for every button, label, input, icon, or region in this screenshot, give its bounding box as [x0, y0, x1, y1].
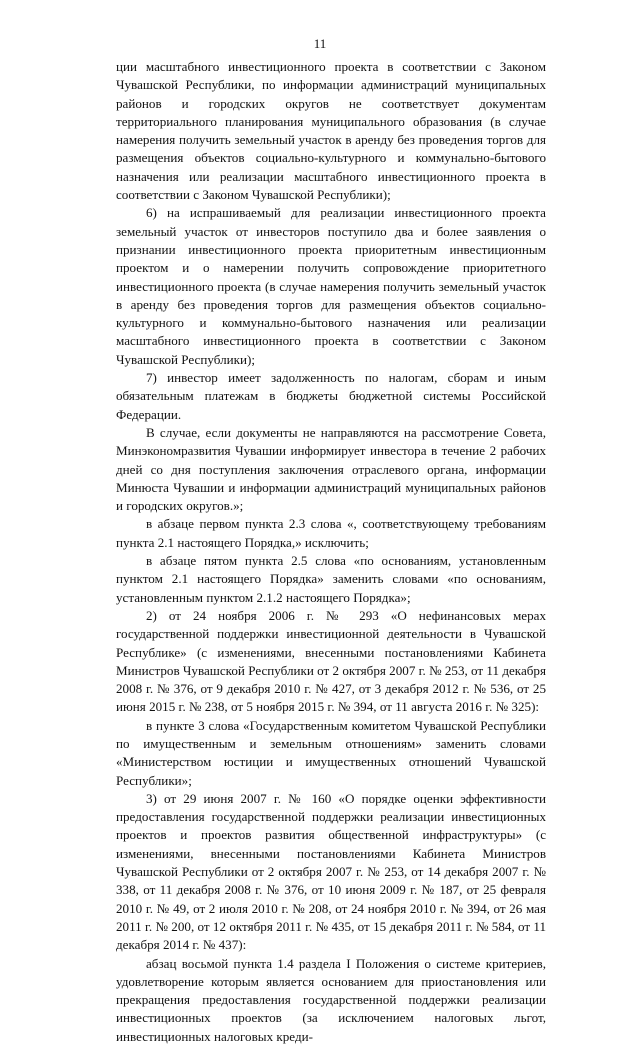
paragraph: 3) от 29 июня 2007 г. № 160 «О порядке оценки эффективности предоставления государственной поддержки реализации инвестиционных проектов и проектов развития общественной инфраструктуры» (с изменениями, внесенными постановлениями Кабинета Министров Чувашской Республики от 2 октября 2007 г. № 253, от 14 декабря 2007 г. № 338, от 11 декабря 2008 г. № 376, от 10 июня 2009 г. № 187, от 25 февраля 2010 г. № 49, от 2 июля 2010 г. № 208, от 24 ноября 2010 г. № 394, от 26 мая 2011 г. № 200, от 12 октября 2011 г. № 435, от 15 декабря 2011 г. № 584, от 11 декабря 2014 г. № 437): [116, 790, 546, 953]
paragraph: в абзаце первом пункта 2.3 слова «, соответствующему требованиям пункта 2.1 настоящего Порядка,» исключить; [116, 516, 546, 550]
paragraph: 6) на испрашиваемый для реализации инвестиционного проекта земельный участок от инвесторов поступило два и более заявления о признании инвестиционного проекта приоритетным инвестиционным проектом и о намерении получить сопровождение приоритетного инвестиционного проекта (в случае намерения получить земельный участок в аренду без проведения торгов для размещения объектов социально-культурного и коммунально-бытового назначения или реализации масштабного инвестиционного проекта в соответствии с Законом Чувашской Республики); [116, 205, 546, 367]
paragraph: В случае, если документы не направляются на рассмотрение Совета, Минэкономразвития Чувашии информирует инвестора в течение 2 рабочих дней со дня поступления заключения отраслевого органа, информации Минюста Чувашии и информации администраций муниципальных районов и городских округов.»; [116, 424, 546, 514]
paragraph: 7) инвестор имеет задолженность по налогам, сборам и иным обязательным платежам в бюджеты бюджетной системы Российской Федерации. [116, 370, 546, 422]
page-number: 11 [313, 36, 327, 51]
paragraph: в пункте 3 слова «Государственным комитетом Чувашской Республики по имущественным и земельным отношениям» заменить словами «Министерством юстиции и имущественных отношений Чувашской Республики»; [116, 717, 546, 788]
paragraph: абзац восьмой пункта 1.4 раздела I Положения о системе критериев, удовлетворение которым является основанием для приостановления или прекращения предоставления государственной поддержки реализации инвестиционных проектов (за исключением налоговых льгот, инвестиционных налоговых креди- [116, 955, 546, 1044]
paragraph: 2) от 24 ноября 2006 г. № 293 «О нефинансовых мерах государственной поддержки инвестиционной деятельности в Чувашской Республике» (с изменениями, внесенными постановлениями Кабинета Министров Чувашской Республики от 2 октября 2007 г. № 253, от 11 декабря 2008 г. № 376, от 9 декабря 2010 г. № 427, от 3 декабря 2012 г. № 536, от 25 июня 2015 г. № 238, от 5 ноября 2015 г. № 394, от 11 августа 2016 г. № 325): [116, 607, 546, 715]
paragraph: ции масштабного инвестиционного проекта в соответствии с Законом Чувашской Республики, по информации администраций муниципальных районов и городских округов не соответствует документам территориального планирования муниципального образования (в случае намерения получить земельный участок в аренду без проведения торгов для размещения объектов социально-культурного и коммунально-бытового назначения или реализации масштабного инвестиционного проекта в соответствии с Законом Чувашской Республики); [116, 59, 546, 203]
document-body [116, 58, 546, 1046]
paragraph: в абзаце пятом пункта 2.5 слова «по основаниям, установленным пунктом 2.1 настоящего Порядка» заменить словами «по основаниям, установленным пунктом 2.1.2 настоящего Порядка»; [116, 553, 546, 605]
